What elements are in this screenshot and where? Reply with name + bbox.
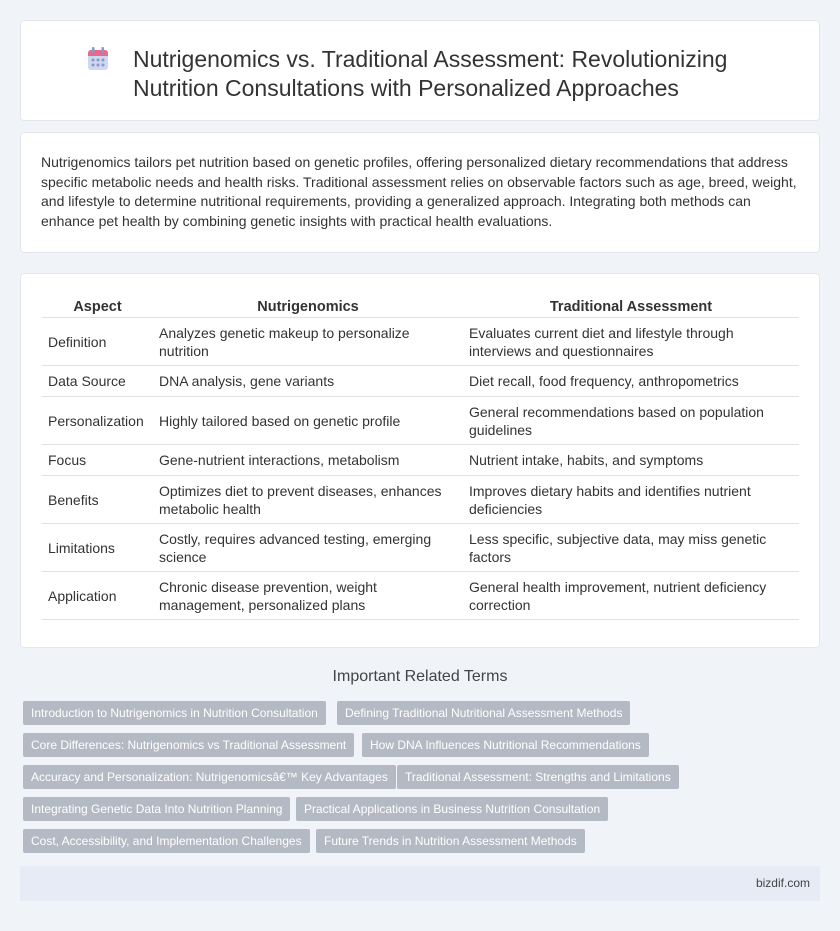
- header-aspect: Aspect: [42, 296, 153, 318]
- row-aspect: Application: [42, 572, 153, 620]
- table-row: [42, 524, 799, 572]
- row-traditional: Nutrient intake, habits, and symptoms: [463, 445, 799, 476]
- calendar-icon: [87, 47, 109, 71]
- row-traditional: General health improvement, nutrient deficiency correction: [463, 572, 799, 620]
- footer: [20, 866, 820, 901]
- related-tag[interactable]: Core Differences: Nutrigenomics vs Traditional Assessment: [23, 733, 354, 757]
- row-traditional: Diet recall, food frequency, anthropometrics: [463, 366, 799, 397]
- comparison-table: [42, 296, 799, 620]
- related-tag[interactable]: Integrating Genetic Data Into Nutrition Planning: [23, 797, 290, 821]
- row-nutrigenomics: Optimizes diet to prevent diseases, enhances metabolic health: [153, 476, 463, 524]
- footer-site[interactable]: bizdif.com: [755, 876, 810, 890]
- row-nutrigenomics: Analyzes genetic makeup to personalize nutrition: [153, 318, 463, 366]
- related-tag[interactable]: Accuracy and Personalization: Nutrigenomicsâ€™ Key Advantages: [23, 765, 396, 789]
- row-nutrigenomics: Chronic disease prevention, weight management, personalized plans: [153, 572, 463, 620]
- row-nutrigenomics: Costly, requires advanced testing, emerging science: [153, 524, 463, 572]
- related-tag[interactable]: Cost, Accessibility, and Implementation Challenges: [23, 829, 310, 853]
- related-tag[interactable]: Traditional Assessment: Strengths and Limitations: [397, 765, 679, 789]
- row-traditional: Less specific, subjective data, may miss genetic factors: [463, 524, 799, 572]
- row-aspect: Definition: [42, 318, 153, 366]
- row-nutrigenomics: DNA analysis, gene variants: [153, 366, 463, 397]
- related-tag[interactable]: Practical Applications in Business Nutrition Consultation: [296, 797, 608, 821]
- related-tag[interactable]: Future Trends in Nutrition Assessment Methods: [316, 829, 585, 853]
- row-traditional: Improves dietary habits and identifies nutrient deficiencies: [463, 476, 799, 524]
- header-nutrigenomics: Nutrigenomics: [153, 296, 463, 318]
- intro-text: Nutrigenomics tailors pet nutrition based on genetic profiles, offering personalized dietary recommendations that address specific metabolic needs and health risks. Traditional assessment relies on observable factors such as age, breed, weight, and lifestyle to determine nutritional requirements, providing a generalized approach. Integrating both methods can enhance pet health by combining genetic insights with practical health evaluations.: [41, 154, 797, 229]
- page-title: Nutrigenomics vs. Traditional Assessment: Revolutionizing Nutrition Consultations with Personalized Approaches: [133, 46, 728, 101]
- table-row: [42, 445, 799, 476]
- intro-card: [20, 132, 820, 253]
- row-nutrigenomics: Gene-nutrient interactions, metabolism: [153, 445, 463, 476]
- header-card: [20, 20, 820, 121]
- related-tag[interactable]: Introduction to Nutrigenomics in Nutrition Consultation: [23, 701, 326, 725]
- header-traditional: Traditional Assessment: [463, 296, 799, 318]
- table-row: [42, 397, 799, 445]
- row-aspect: Focus: [42, 445, 153, 476]
- row-aspect: Personalization: [42, 397, 153, 445]
- table-row: [42, 476, 799, 524]
- row-nutrigenomics: Highly tailored based on genetic profile: [153, 397, 463, 445]
- row-aspect: Limitations: [42, 524, 153, 572]
- table-row: [42, 572, 799, 620]
- related-tag[interactable]: Defining Traditional Nutritional Assessment Methods: [337, 701, 630, 725]
- row-aspect: Benefits: [42, 476, 153, 524]
- table-row: [42, 366, 799, 397]
- table-row: [42, 318, 799, 366]
- row-traditional: Evaluates current diet and lifestyle through interviews and questionnaires: [463, 318, 799, 366]
- row-traditional: General recommendations based on population guidelines: [463, 397, 799, 445]
- related-terms-title: Important Related Terms: [332, 668, 508, 685]
- row-aspect: Data Source: [42, 366, 153, 397]
- related-tag[interactable]: How DNA Influences Nutritional Recommendations: [362, 733, 649, 757]
- table-header-row: [42, 296, 799, 318]
- comparison-card: [20, 273, 820, 648]
